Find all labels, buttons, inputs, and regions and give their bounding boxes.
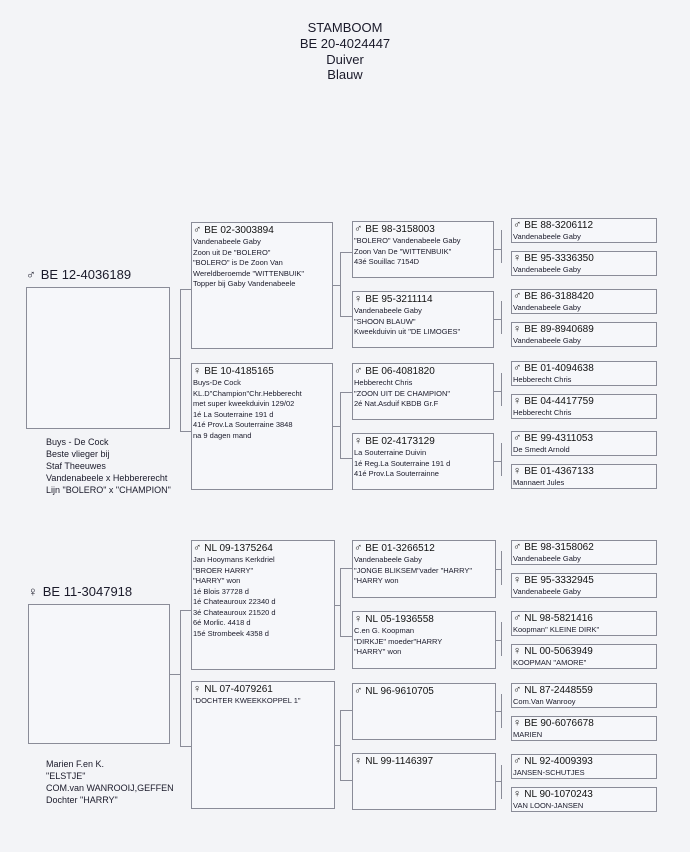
male-icon: ♂ [354, 685, 363, 697]
female-icon: ♀ [513, 465, 522, 477]
female-icon: ♀ [513, 788, 522, 800]
pigeon-color: Blauw [327, 67, 363, 82]
male-icon: ♂ [354, 542, 363, 554]
sire-notes: Buys - De Cock Beste vlieger bij Staf Theeuwes Vandenabeele x Hebbererecht Lijn "BOLERO" x "CHAMPION" [46, 437, 171, 495]
male-icon: ♂ [513, 219, 522, 231]
gen4-ancestor-1: ♂ BE 88-3206112 Vandenabeele Gaby [513, 219, 594, 241]
pigeon-sex: Duiver [326, 52, 364, 67]
male-icon: ♂ [513, 290, 522, 302]
female-icon: ♀ [354, 435, 363, 447]
gen4-ancestor-2: ♀ BE 95-3336350 Vandenabeele Gaby [513, 252, 594, 274]
dam-notes: Marien F.en K. "ELSTJE" COM.van WANROOIJ,GEFFEN Dochter "HARRY" [46, 759, 174, 805]
gen3-ancestor-3: ♂ BE 06-4081820 Hebberecht Chris "ZOON UIT DE CHAMPION" 2é Nat.Asduif KBDB Gr.F [354, 365, 451, 408]
gen3-ancestor-7: ♂ NL 96-9610705 [354, 685, 434, 697]
connector [180, 289, 181, 431]
granddam-paternal: ♀ BE 10-4185165 Buys-De Cock KL.D"Champion"Chr.Hebberecht met super kweekduivin 129/02 1é La Souterraine 191 d 41é Prov.La Souterraine 3848 na 9 dagen mand [193, 365, 302, 440]
gen4-ancestor-6: ♀ BE 04-4417759 Hebberecht Chris [513, 395, 594, 417]
dam-ring: ♀ BE 11-3047918 [28, 584, 133, 599]
gen4-ancestor-9: ♂ BE 98-3158062 Vandenabeele Gaby [513, 541, 594, 563]
connector [180, 289, 191, 290]
female-icon: ♀ [513, 395, 522, 407]
male-icon: ♂ [354, 365, 363, 377]
gen4-ancestor-11: ♂ NL 98-5821416 Koopman" KLEINE DIRK" [513, 612, 600, 634]
female-icon: ♀ [513, 323, 522, 335]
female-icon: ♀ [354, 613, 363, 625]
male-icon: ♂ [193, 542, 202, 554]
connector [180, 431, 191, 432]
male-icon: ♂ [513, 432, 522, 444]
female-icon: ♀ [354, 755, 363, 767]
male-icon: ♂ [354, 223, 363, 235]
female-icon: ♀ [513, 645, 522, 657]
female-icon: ♀ [513, 717, 522, 729]
connector [180, 610, 181, 746]
gen3-ancestor-4: ♀ BE 02-4173129 La Souterraine Duivin 1é Reg.La Souterraine 191 d 41é Prov.La Souterrainne [354, 435, 451, 478]
dam-photo-frame [28, 604, 170, 744]
male-icon: ♂ [513, 684, 522, 696]
male-icon: ♂ [513, 541, 522, 553]
gen4-ancestor-13: ♂ NL 87-2448559 Com.Van Wanrooy [513, 684, 593, 706]
sire-ring: ♂ BE 12-4036189 [26, 267, 132, 282]
gen4-ancestor-12: ♀ NL 00-5063949 KOOPMAN "AMORE" [513, 645, 593, 667]
female-icon: ♀ [354, 293, 363, 305]
gen3-ancestor-2: ♀ BE 95-3211114 Vandenabeele Gaby "SHOON BLAUW" Kweekduivin uit "DE LIMOGES" [354, 293, 461, 336]
gen4-ancestor-16: ♀ NL 90-1070243 VAN LOON-JANSEN [513, 788, 593, 810]
pigeon-ring-number: BE 20-4024447 [299, 36, 391, 51]
gen4-ancestor-4: ♀ BE 89-8940689 Vandenabeele Gaby [513, 323, 594, 345]
gen3-ancestor-8: ♀ NL 99-1146397 [354, 755, 434, 767]
gen3-ancestor-1: ♂ BE 98-3158003 "BOLERO" Vandenabeele Gaby Zoon Van De "WITTENBUIK" 43é Souillac 7154D [354, 223, 461, 266]
male-icon: ♂ [26, 267, 36, 282]
male-icon: ♂ [513, 612, 522, 624]
female-icon: ♀ [193, 683, 202, 695]
gen4-ancestor-8: ♀ BE 01-4367133 Mannaert Jules [513, 465, 594, 487]
female-icon: ♀ [193, 365, 202, 377]
gen4-ancestor-14: ♀ BE 90-6076678 MARIEN [513, 717, 594, 739]
male-icon: ♂ [513, 362, 522, 374]
female-icon: ♀ [28, 584, 38, 599]
female-icon: ♀ [513, 252, 522, 264]
gen4-ancestor-3: ♂ BE 86-3188420 Vandenabeele Gaby [513, 290, 594, 312]
gen4-ancestor-10: ♀ BE 95-3332945 Vandenabeele Gaby [513, 574, 594, 596]
gen4-ancestor-5: ♂ BE 01-4094638 Hebberecht Chris [513, 362, 594, 384]
connector [170, 358, 180, 359]
male-icon: ♂ [193, 224, 202, 236]
gen3-ancestor-5: ♂ BE 01-3266512 Vandenabeele Gaby "JONGE BLIKSEM"vader "HARRY" "HARRY won [354, 542, 473, 585]
pedigree-title: STAMBOOM [307, 20, 383, 35]
sire-photo-frame [26, 287, 170, 429]
male-icon: ♂ [513, 755, 522, 767]
connector [170, 674, 180, 675]
gen4-ancestor-15: ♂ NL 92-4009393 JANSEN-SCHUTJES [513, 755, 593, 777]
female-icon: ♀ [513, 574, 522, 586]
grandsire-maternal: ♂ NL 09-1375264 Jan Hooymans Kerkdriel "BROER HARRY" "HARRY" won 1é Blois 37728 d 1é Chateauroux 22340 d 3é Chateauroux 21520 d 6é Morlic. 4418 d 15é Strombeek 4358 d [193, 542, 276, 638]
connector [180, 610, 191, 611]
connector [180, 746, 191, 747]
granddam-maternal: ♀ NL 07-4079261 "DOCHTER KWEEKKOPPEL 1" [193, 683, 301, 705]
gen3-ancestor-6: ♀ NL 05-1936558 C.en G. Koopman "DIRKJE" moeder"HARRY "HARRY" won [354, 613, 443, 656]
gen4-ancestor-7: ♂ BE 99-4311053 De Smedt Arnold [513, 432, 594, 454]
grandsire-paternal: ♂ BE 02-3003894 Vandenabeele Gaby Zoon uit De "BOLERO" "BOLERO" is De Zoon Van Wereldberoemde "WITTENBUIK" Topper bij Gaby Vandenabeele [193, 224, 305, 288]
